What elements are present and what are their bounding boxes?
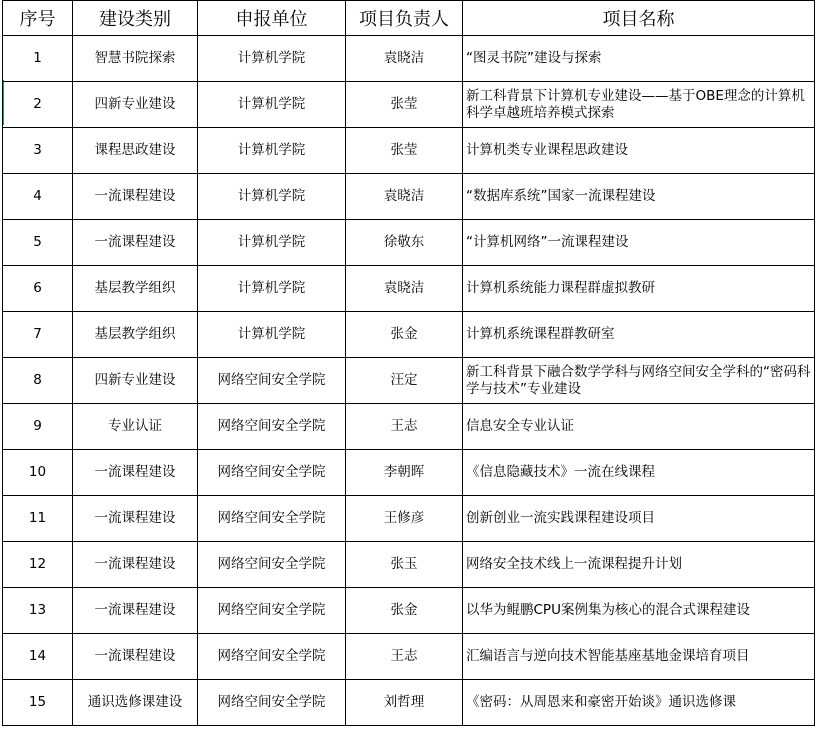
cell-leader[interactable]: 袁晓洁 <box>346 266 463 312</box>
cell-no[interactable]: 12 <box>3 542 73 588</box>
table-row <box>3 542 815 588</box>
cell-unit[interactable]: 计算机学院 <box>198 220 346 266</box>
cell-no[interactable]: 5 <box>3 220 73 266</box>
cell-project-name[interactable]: “图灵书院”建设与探索 <box>463 36 815 82</box>
cell-no[interactable]: 13 <box>3 588 73 634</box>
table-row <box>3 588 815 634</box>
cell-leader[interactable]: 张莹 <box>346 128 463 174</box>
project-table <box>2 0 815 726</box>
cell-project-name[interactable]: 新工科背景下融合数学学科与网络空间安全学科的“密码科学与技术”专业建设 <box>463 358 815 404</box>
cell-unit[interactable]: 计算机学院 <box>198 312 346 358</box>
cell-category[interactable]: 通识选修课建设 <box>73 680 198 726</box>
header-leader[interactable]: 项目负责人 <box>346 1 463 36</box>
cell-project-name[interactable]: “计算机网络”一流课程建设 <box>463 220 815 266</box>
cell-leader[interactable]: 李朝晖 <box>346 450 463 496</box>
cell-project-name[interactable]: 网络安全技术线上一流课程提升计划 <box>463 542 815 588</box>
cell-unit[interactable]: 计算机学院 <box>198 128 346 174</box>
cell-no[interactable]: 2 <box>3 82 73 128</box>
cell-no[interactable]: 10 <box>3 450 73 496</box>
cell-no[interactable]: 6 <box>3 266 73 312</box>
cell-project-name[interactable]: 创新创业一流实践课程建设项目 <box>463 496 815 542</box>
cell-unit[interactable]: 网络空间安全学院 <box>198 358 346 404</box>
table-row <box>3 36 815 82</box>
cell-project-name[interactable]: 计算机类专业课程思政建设 <box>463 128 815 174</box>
cell-unit[interactable]: 网络空间安全学院 <box>198 542 346 588</box>
table-row <box>3 450 815 496</box>
cell-project-name[interactable]: 新工科背景下计算机专业建设——基于OBE理念的计算机科学卓越班培养模式探索 <box>463 82 815 128</box>
cell-category[interactable]: 四新专业建设 <box>73 358 198 404</box>
table-row <box>3 220 815 266</box>
table-row <box>3 174 815 220</box>
cell-unit[interactable]: 计算机学院 <box>198 266 346 312</box>
cell-unit[interactable]: 计算机学院 <box>198 36 346 82</box>
header-row <box>3 1 815 36</box>
table-row <box>3 312 815 358</box>
table-row <box>3 634 815 680</box>
cell-project-name[interactable]: 计算机系统能力课程群虚拟教研 <box>463 266 815 312</box>
cell-project-name[interactable]: 计算机系统课程群教研室 <box>463 312 815 358</box>
cell-unit[interactable]: 网络空间安全学院 <box>198 496 346 542</box>
header-unit[interactable]: 申报单位 <box>198 1 346 36</box>
cell-leader[interactable]: 汪定 <box>346 358 463 404</box>
cell-unit[interactable]: 网络空间安全学院 <box>198 588 346 634</box>
cell-leader[interactable]: 刘哲理 <box>346 680 463 726</box>
cell-no[interactable]: 11 <box>3 496 73 542</box>
table-row <box>3 358 815 404</box>
cell-leader[interactable]: 张莹 <box>346 82 463 128</box>
cell-leader[interactable]: 王志 <box>346 404 463 450</box>
cell-category[interactable]: 四新专业建设 <box>73 82 198 128</box>
cell-no[interactable]: 1 <box>3 36 73 82</box>
cell-project-name[interactable]: 汇编语言与逆向技术智能基座基地金课培育项目 <box>463 634 815 680</box>
cell-category[interactable]: 专业认证 <box>73 404 198 450</box>
header-name[interactable]: 项目名称 <box>463 1 815 36</box>
header-no[interactable]: 序号 <box>3 1 73 36</box>
cell-unit[interactable]: 网络空间安全学院 <box>198 404 346 450</box>
cell-unit[interactable]: 计算机学院 <box>198 82 346 128</box>
cell-category[interactable]: 一流课程建设 <box>73 634 198 680</box>
cell-unit[interactable]: 计算机学院 <box>198 174 346 220</box>
cell-no[interactable]: 3 <box>3 128 73 174</box>
cell-leader[interactable]: 张金 <box>346 588 463 634</box>
cell-category[interactable]: 一流课程建设 <box>73 588 198 634</box>
cell-category[interactable]: 基层教学组织 <box>73 266 198 312</box>
cell-leader[interactable]: 张玉 <box>346 542 463 588</box>
table-row <box>3 496 815 542</box>
cell-unit[interactable]: 网络空间安全学院 <box>198 450 346 496</box>
cell-project-name[interactable]: 《密码：从周恩来和豪密开始谈》通识选修课 <box>463 680 815 726</box>
cell-project-name[interactable]: “数据库系统”国家一流课程建设 <box>463 174 815 220</box>
cell-category[interactable]: 一流课程建设 <box>73 220 198 266</box>
cell-no[interactable]: 4 <box>3 174 73 220</box>
cell-no[interactable]: 14 <box>3 634 73 680</box>
table-row <box>3 266 815 312</box>
cell-leader[interactable]: 袁晓洁 <box>346 174 463 220</box>
cell-category[interactable]: 一流课程建设 <box>73 542 198 588</box>
cell-category[interactable]: 一流课程建设 <box>73 174 198 220</box>
cell-project-name[interactable]: 《信息隐藏技术》一流在线课程 <box>463 450 815 496</box>
cell-no[interactable]: 7 <box>3 312 73 358</box>
cell-no[interactable]: 8 <box>3 358 73 404</box>
cell-leader[interactable]: 王志 <box>346 634 463 680</box>
table-row <box>3 82 815 128</box>
cell-unit[interactable]: 网络空间安全学院 <box>198 634 346 680</box>
cell-category[interactable]: 基层教学组织 <box>73 312 198 358</box>
cell-no[interactable]: 15 <box>3 680 73 726</box>
cell-category[interactable]: 智慧书院探索 <box>73 36 198 82</box>
cell-category[interactable]: 一流课程建设 <box>73 450 198 496</box>
cell-leader[interactable]: 王修彦 <box>346 496 463 542</box>
header-category[interactable]: 建设类别 <box>73 1 198 36</box>
cell-leader[interactable]: 徐敬东 <box>346 220 463 266</box>
table-row <box>3 404 815 450</box>
cell-no[interactable]: 9 <box>3 404 73 450</box>
cell-leader[interactable]: 袁晓洁 <box>346 36 463 82</box>
cell-leader[interactable]: 张金 <box>346 312 463 358</box>
cell-category[interactable]: 课程思政建设 <box>73 128 198 174</box>
cell-project-name[interactable]: 以华为鲲鹏CPU案例集为核心的混合式课程建设 <box>463 588 815 634</box>
cell-project-name[interactable]: 信息安全专业认证 <box>463 404 815 450</box>
cell-category[interactable]: 一流课程建设 <box>73 496 198 542</box>
table-row <box>3 128 815 174</box>
table-row <box>3 680 815 726</box>
cell-unit[interactable]: 网络空间安全学院 <box>198 680 346 726</box>
